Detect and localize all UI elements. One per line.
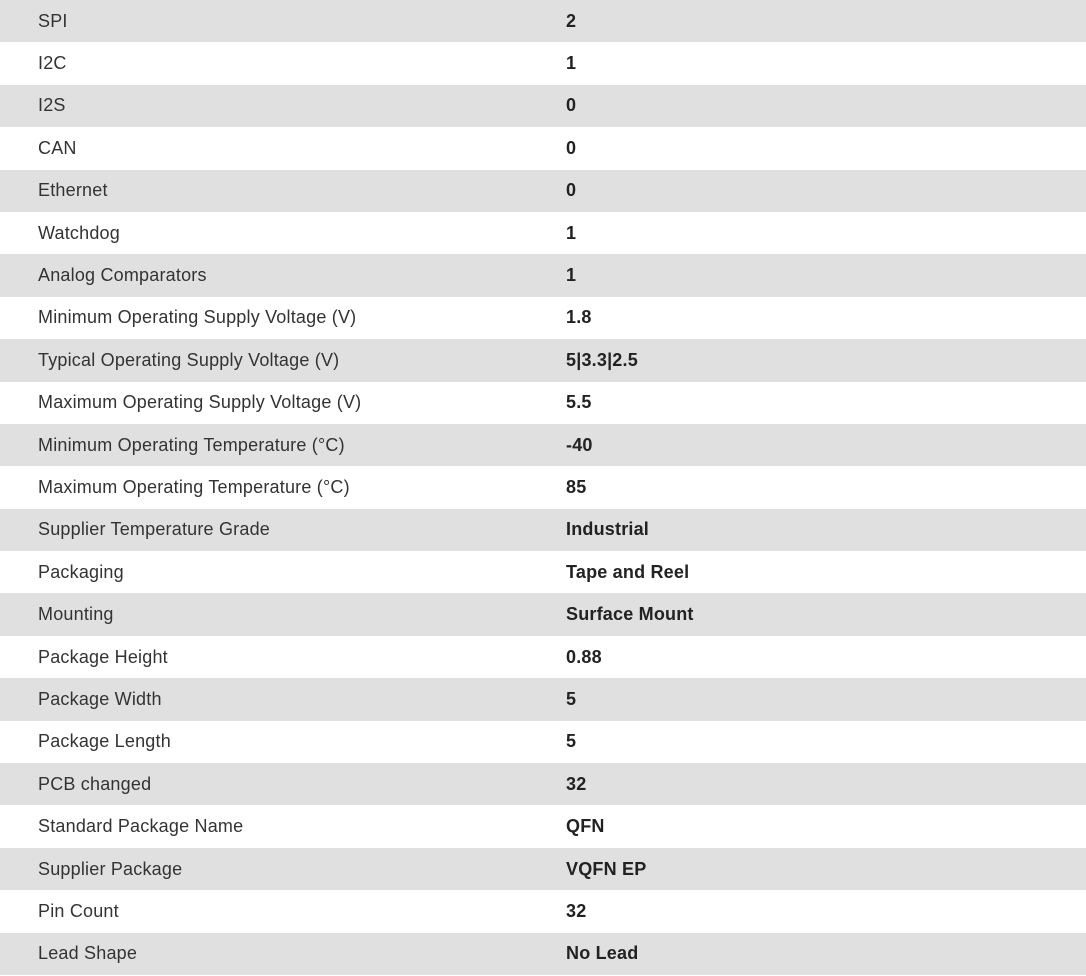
- table-row: [0, 382, 1086, 424]
- spec-value: 5|3.3|2.5: [566, 339, 1086, 381]
- spec-value: VQFN EP: [566, 848, 1086, 890]
- spec-name: Minimum Operating Temperature (°C): [0, 424, 566, 466]
- spec-value: 5.5: [566, 382, 1086, 424]
- spec-name: CAN: [0, 127, 566, 169]
- table-row: [0, 593, 1086, 635]
- spec-name: Maximum Operating Supply Voltage (V): [0, 382, 566, 424]
- spec-name: Lead Shape: [0, 933, 566, 975]
- spec-name: Typical Operating Supply Voltage (V): [0, 339, 566, 381]
- spec-name: Mounting: [0, 593, 566, 635]
- spec-name: Package Length: [0, 721, 566, 763]
- spec-value: 32: [566, 890, 1086, 932]
- table-row: [0, 805, 1086, 847]
- spec-value: 0: [566, 127, 1086, 169]
- spec-value: 1: [566, 212, 1086, 254]
- spec-value: 1.8: [566, 297, 1086, 339]
- spec-name: Maximum Operating Temperature (°C): [0, 466, 566, 508]
- table-row: [0, 721, 1086, 763]
- spec-name: I2C: [0, 42, 566, 84]
- spec-name: Supplier Temperature Grade: [0, 509, 566, 551]
- table-row: [0, 763, 1086, 805]
- table-row: [0, 212, 1086, 254]
- table-row: [0, 678, 1086, 720]
- spec-name: Analog Comparators: [0, 254, 566, 296]
- spec-value: 85: [566, 466, 1086, 508]
- spec-name: Ethernet: [0, 170, 566, 212]
- table-row: [0, 424, 1086, 466]
- spec-name: SPI: [0, 0, 566, 42]
- spec-name: Standard Package Name: [0, 805, 566, 847]
- table-row: [0, 85, 1086, 127]
- spec-name: Minimum Operating Supply Voltage (V): [0, 297, 566, 339]
- spec-value: 32: [566, 763, 1086, 805]
- spec-value: 2: [566, 0, 1086, 42]
- spec-value: 0: [566, 85, 1086, 127]
- spec-value: 5: [566, 721, 1086, 763]
- spec-value: -40: [566, 424, 1086, 466]
- spec-name: PCB changed: [0, 763, 566, 805]
- spec-value: QFN: [566, 805, 1086, 847]
- spec-name: Supplier Package: [0, 848, 566, 890]
- spec-value: Surface Mount: [566, 593, 1086, 635]
- table-row: [0, 551, 1086, 593]
- spec-value: 0: [566, 170, 1086, 212]
- table-row: [0, 890, 1086, 932]
- spec-value: 0.88: [566, 636, 1086, 678]
- spec-value: Tape and Reel: [566, 551, 1086, 593]
- spec-name: Watchdog: [0, 212, 566, 254]
- table-row: [0, 848, 1086, 890]
- table-row: [0, 254, 1086, 296]
- spec-value: 1: [566, 254, 1086, 296]
- table-row: [0, 339, 1086, 381]
- spec-value: 5: [566, 678, 1086, 720]
- table-row: [0, 509, 1086, 551]
- spec-name: Pin Count: [0, 890, 566, 932]
- spec-name: Package Height: [0, 636, 566, 678]
- spec-name: Packaging: [0, 551, 566, 593]
- spec-value: No Lead: [566, 933, 1086, 975]
- table-row: [0, 42, 1086, 84]
- spec-name: Package Width: [0, 678, 566, 720]
- spec-value: 1: [566, 42, 1086, 84]
- spec-value: Industrial: [566, 509, 1086, 551]
- table-row: [0, 170, 1086, 212]
- table-row: [0, 297, 1086, 339]
- table-row: [0, 933, 1086, 975]
- table-row: [0, 466, 1086, 508]
- table-row: [0, 127, 1086, 169]
- table-row: [0, 636, 1086, 678]
- table-row: [0, 0, 1086, 42]
- spec-name: I2S: [0, 85, 566, 127]
